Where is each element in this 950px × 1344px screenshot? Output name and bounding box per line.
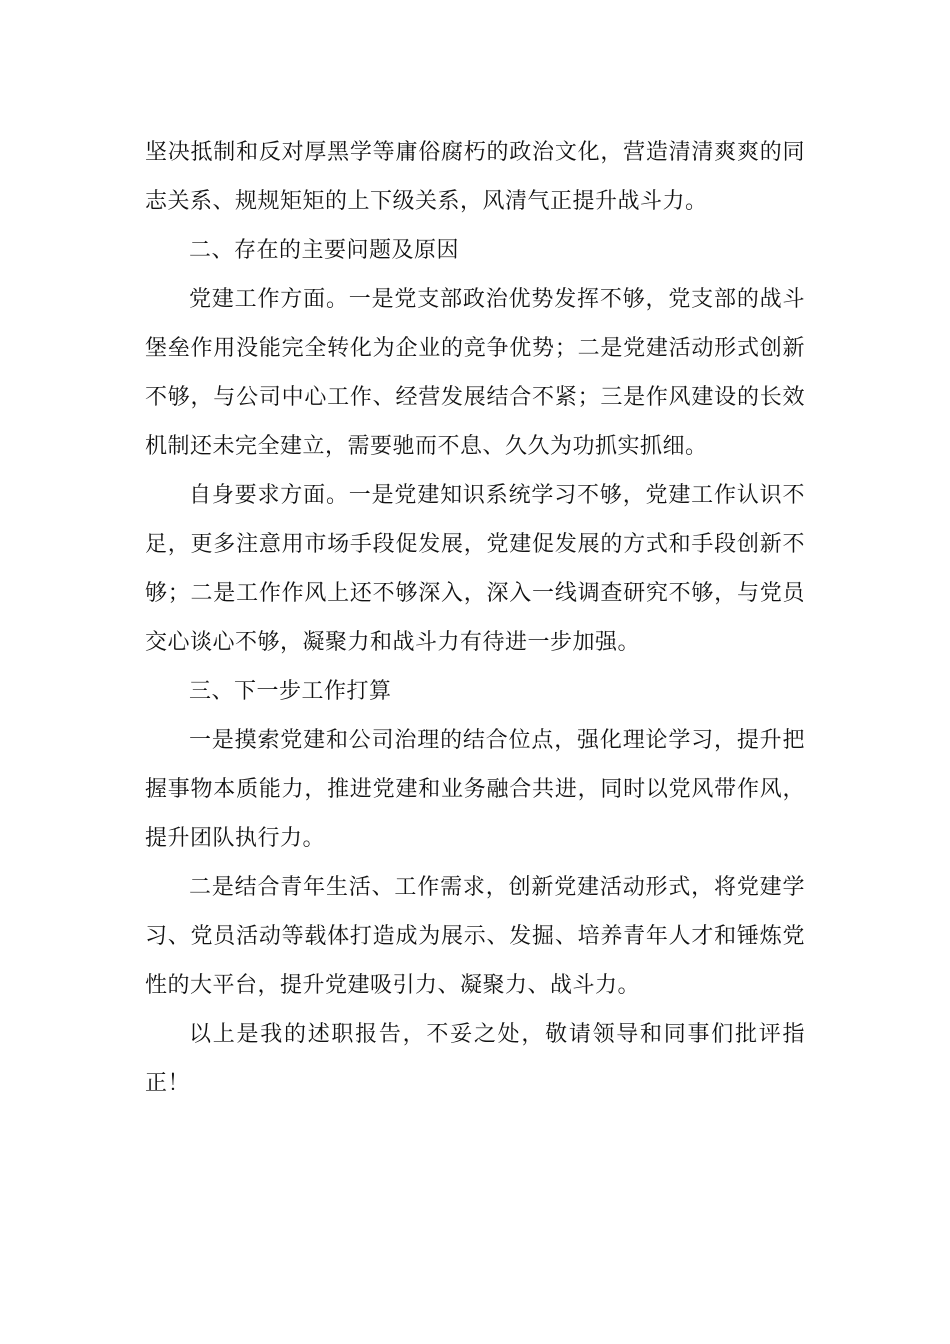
paragraph-continuation: 坚决抵制和反对厚黑学等庸俗腐朽的政治文化，营造清清爽爽的同志关系、规规矩矩的上下级关系，风清气正提升战斗力。 <box>145 140 805 214</box>
paragraph-party-building: 党建工作方面。一是党支部政治优势发挥不够，党支部的战斗堡垒作用没能完全转化为企业的竞争优势；二是党建活动形式创新不够，与公司中心工作、经营发展结合不紧；三是作风建设的长效机制还未完全建立，需要驰而不息、久久为功抓实抓细。 <box>145 287 805 459</box>
paragraph-plan-two: 二是结合青年生活、工作需求，创新党建活动形式，将党建学习、党员活动等载体打造成为展示、发掘、培养青年人才和锤炼党性的大平台，提升党建吸引力、凝聚力、战斗力。 <box>145 875 805 998</box>
section-heading-problems: 二、存在的主要问题及原因 <box>189 238 460 263</box>
paragraph-plan-one: 一是摸索党建和公司治理的结合位点，强化理论学习，提升把握事物本质能力，推进党建和业务融合共进，同时以党风带作风，提升团队执行力。 <box>145 728 805 851</box>
document-body <box>145 128 805 1108</box>
section-heading-next-steps: 三、下一步工作打算 <box>189 679 392 704</box>
paragraph-closing: 以上是我的述职报告，不妥之处，敬请领导和同事们批评指正！ <box>145 1022 805 1096</box>
paragraph-self-requirements: 自身要求方面。一是党建知识系统学习不够，党建工作认识不足，更多注意用市场手段促发展，党建促发展的方式和手段创新不够；二是工作作风上还不够深入，深入一线调查研究不够，与党员交心谈心不够，凝聚力和战斗力有待进一步加强。 <box>145 483 805 655</box>
